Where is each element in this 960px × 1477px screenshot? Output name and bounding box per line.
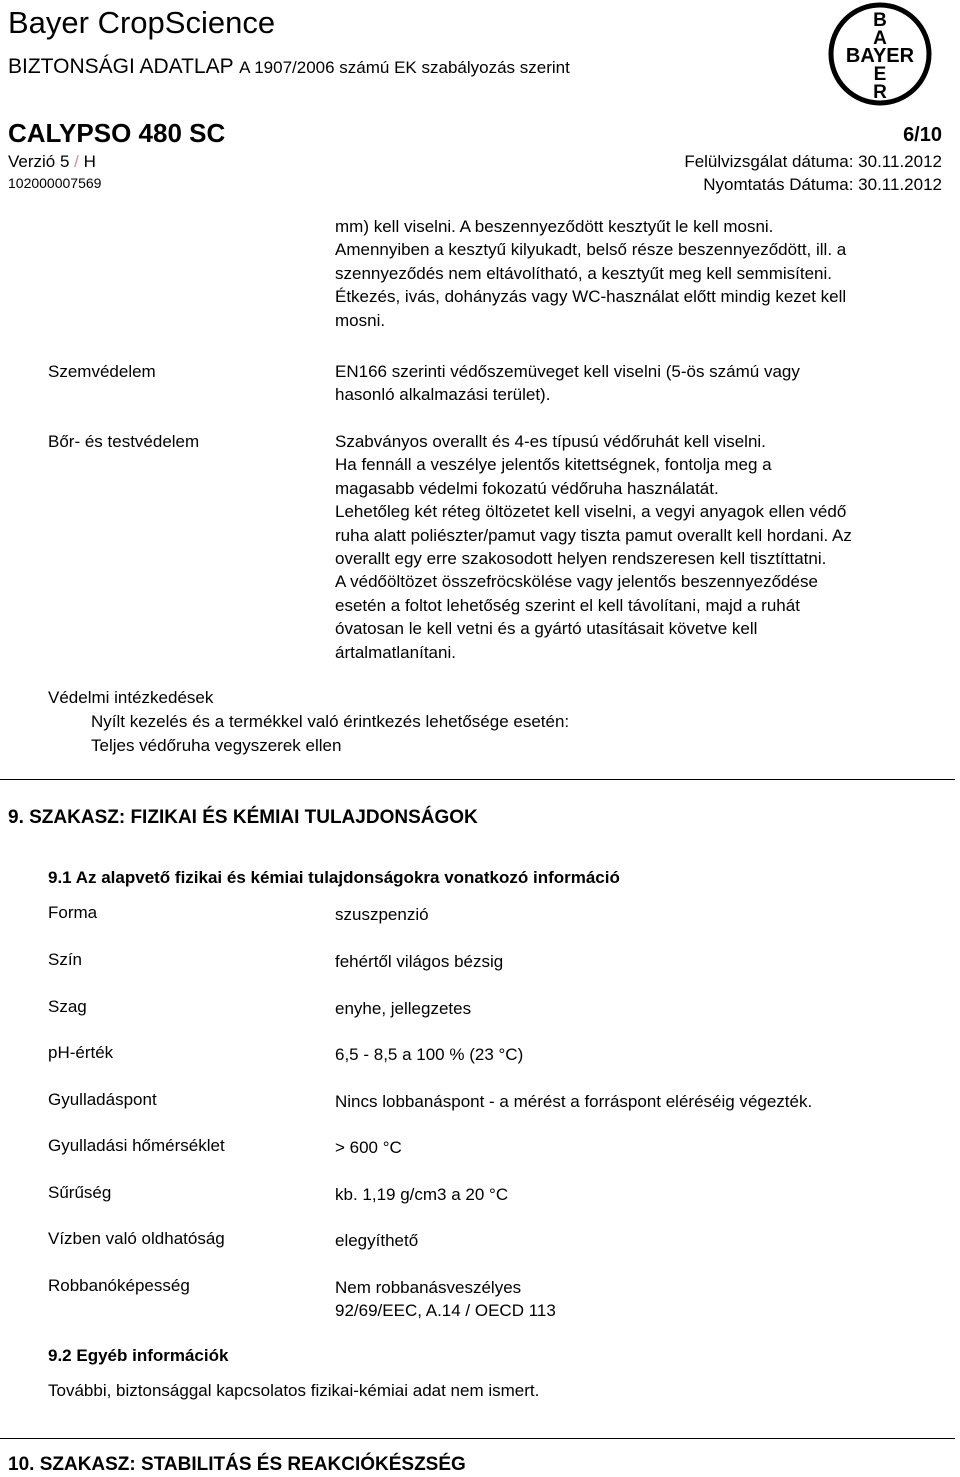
company-name: Bayer CropScience [8, 5, 276, 40]
print-date: Nyomtatás Dátuma: 30.11.2012 [703, 175, 942, 194]
body-text-line: esetén a foltot lehetőség szerint el kell távolítani, majd a ruhát [335, 595, 800, 615]
section-divider [0, 1438, 955, 1439]
version-info [8, 151, 96, 173]
property-label-ph: pH-érték [48, 1043, 114, 1062]
body-text-line: A védőöltözet összefröcskölése vagy jelentős beszennyeződése [335, 572, 818, 592]
document-id: 102000007569 [8, 175, 102, 191]
property-label-szin: Szín [48, 950, 83, 969]
logo-letter-b-top: B [873, 10, 887, 31]
property-value-forma: szuszpenzió [335, 905, 429, 924]
body-text-line: magasabb védelmi fokozatú védőruha használatát. [335, 478, 719, 498]
section9-1-heading: 9.1 Az alapvető fizikai és kémiai tulajdonságokra vonatkozó információ [48, 868, 620, 887]
property-value-szag: enyhe, jellegzetes [335, 999, 472, 1018]
section-divider [0, 779, 955, 780]
property-value-flash-point: Nincs lobbanáspont - a mérést a forráspont eléréséig végezték. [335, 1092, 813, 1111]
hand-protection-text [335, 215, 955, 332]
property-value-explosive: Nem robbanásveszélyes [335, 1278, 522, 1297]
body-text-line: Szabványos overallt és 4-es típusú védőruhát kell viselni. [335, 432, 766, 451]
hand-text-line: mosni. [335, 310, 386, 330]
logo-letter-e: E [873, 64, 887, 85]
body-text-line: ártalmatlanítani. [335, 642, 456, 662]
protective-measures-line1: Nyílt kezelés és a termékkel való érintkezés lehetősége esetén: [91, 712, 570, 731]
body-text-line: ruha alatt poliészter/pamut vagy tiszta pamut overallt kell hordani. Az [335, 525, 852, 545]
section9-2-heading: 9.2 Egyéb információk [48, 1346, 229, 1365]
property-value-ph: 6,5 - 8,5 a 100 % (23 °C) [335, 1045, 524, 1064]
regulation-note: A 1907/2006 számú EK szabályozás szerint [239, 58, 570, 77]
section10-title: 10. SZAKASZ: STABILITÁS ÉS REAKCIÓKÉSZSÉG [8, 1454, 466, 1475]
page-number: 6/10 [903, 124, 942, 146]
hand-text-line: Amennyiben a kesztyű kilyukadt, belső része beszennyeződött, ill. a [335, 240, 847, 260]
hand-text-line: Étkezés, ivás, dohányzás vagy WC-használat előtt mindig kezet kell [335, 287, 847, 307]
property-label-szag: Szag [48, 997, 87, 1016]
property-value-ignition-temp: > 600 °C [335, 1138, 402, 1157]
body-protection-label: Bőr- és testvédelem [48, 432, 200, 451]
body-protection-text [335, 430, 955, 664]
property-label-density: Sűrűség [48, 1183, 112, 1202]
property-label-explosive: Robbanóképesség [48, 1276, 190, 1295]
eye-text-line: hasonló alkalmazási terület). [335, 385, 551, 405]
version-suffix: H [83, 152, 96, 171]
review-date: Felülvizsgálat dátuma: 30.11.2012 [684, 152, 942, 171]
property-label-ignition-temp: Gyulladási hőmérséklet [48, 1136, 225, 1155]
hand-text-line: szennyeződés nem eltávolítható, a kesztyűt meg kell semmisíteni. [335, 263, 833, 283]
property-label-flash-point: Gyulladáspont [48, 1090, 157, 1109]
body-text-line: overallt egy erre szakosodott helyen rendszeresen kell tisztíttatni. [335, 549, 827, 569]
body-text-line: Lehetőleg két réteg öltözetet kell viselni, a vegyi anyagok ellen védő [335, 502, 847, 522]
body-text-line: Ha fennáll a veszélye jelentős kitettségnek, fontolja meg a [335, 455, 772, 475]
version-prefix: Verzió 5 [8, 152, 70, 171]
protective-measures-line2: Teljes védőruha vegyszerek ellen [91, 736, 342, 755]
bayer-logo-icon [828, 2, 932, 106]
property-value-density: kb. 1,19 g/cm3 a 20 °C [335, 1185, 509, 1204]
version-slash: / [74, 152, 79, 171]
logo-letter-r-bottom: R [873, 82, 887, 103]
section9-title: 9. SZAKASZ: FIZIKAI ÉS KÉMIAI TULAJDONSÁGOK [8, 807, 478, 828]
eye-protection-label: Szemvédelem [48, 362, 156, 381]
property-value-explosive-method: 92/69/EEC, A.14 / OECD 113 [335, 1301, 556, 1320]
eye-protection-text [335, 360, 955, 407]
property-value-solubility: elegyíthető [335, 1231, 419, 1250]
logo-letter-a: A [873, 28, 887, 49]
logo-horizontal-word: BAYER [845, 45, 915, 67]
protective-measures-title: Védelmi intézkedések [48, 688, 214, 707]
property-label-solubility: Vízben való oldhatóság [48, 1229, 225, 1248]
other-information-text: További, biztonsággal kapcsolatos fizikai-kémiai adat nem ismert. [48, 1381, 540, 1400]
product-name: CALYPSO 480 SC [8, 118, 226, 148]
property-label-forma: Forma [48, 903, 98, 922]
body-text-line: óvatosan le kell vetni és a gyártó utasításait követve kell [335, 619, 758, 639]
eye-text-line: EN166 szerinti védőszemüveget kell viselni (5-ös számú vagy [335, 362, 800, 381]
document-type-label: BIZTONSÁGI ADATLAP [8, 55, 234, 78]
hand-text-line: mm) kell viselni. A beszennyeződött kesztyűt le kell mosni. [335, 217, 774, 236]
document-type [8, 54, 570, 81]
property-value-szin: fehértől világos bézsig [335, 952, 504, 971]
